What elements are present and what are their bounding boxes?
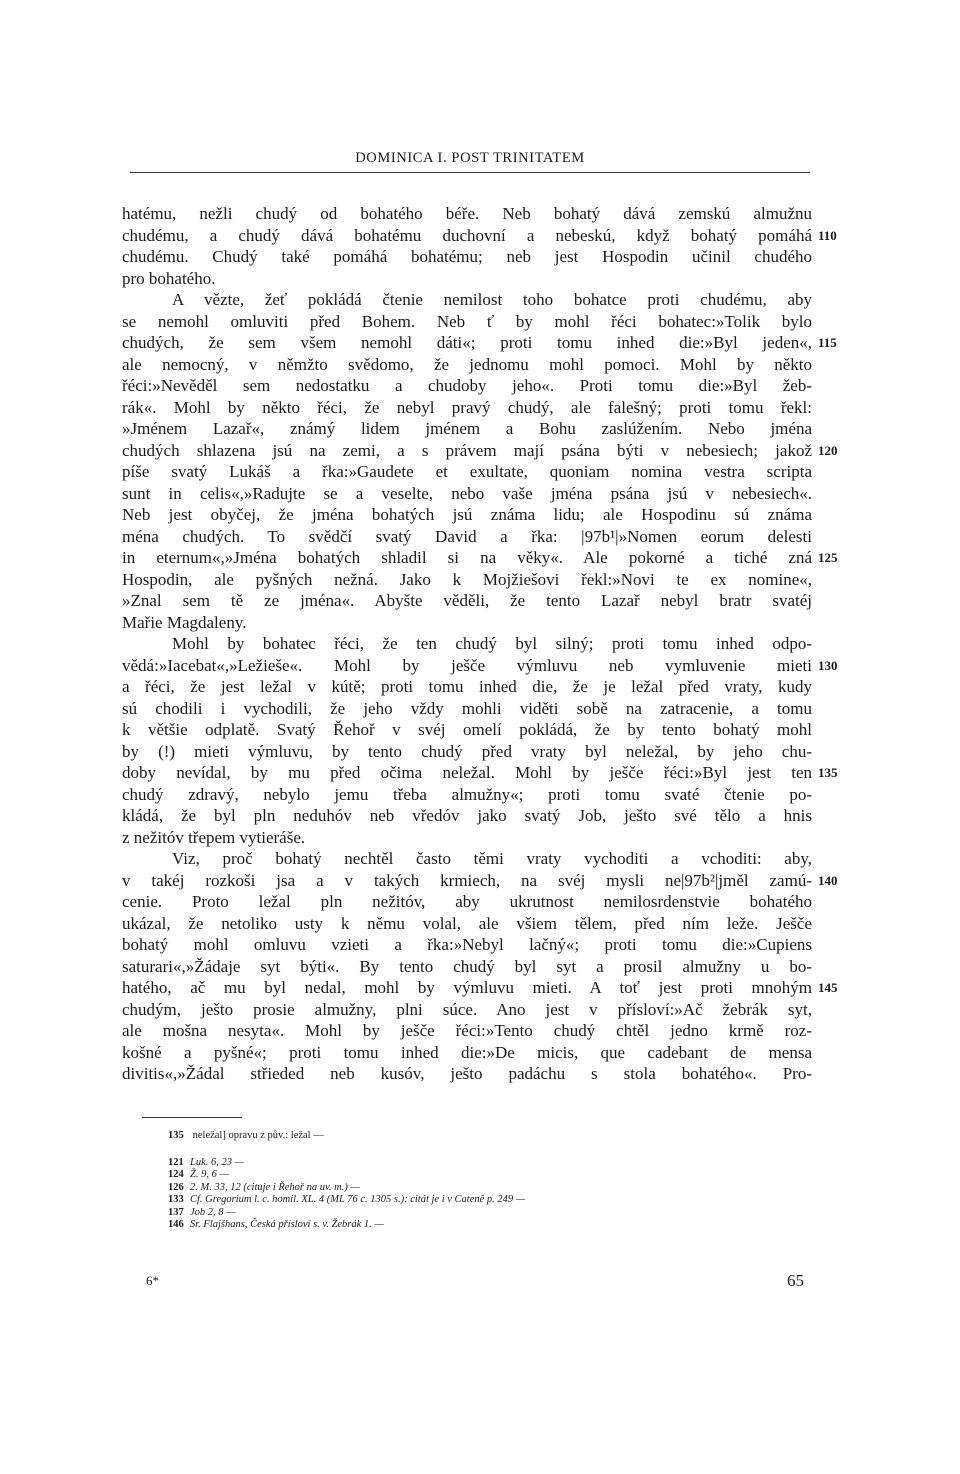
footnote-number: 137 xyxy=(168,1206,184,1218)
footnote-number: 135 xyxy=(168,1130,184,1141)
text-line: Mařie Magdaleny. xyxy=(122,612,247,632)
text-line: píše svatý Lukáš a řka:»Gaudete et exultate, quoniam nomina vestra scripta xyxy=(122,462,812,481)
text-line: se nemohl omluviti před Bohem. Neb ť by mohl řéci bohatec:»Tolik bylo xyxy=(122,311,812,331)
text-line: v takéj rozkoši jsa a v takých krmiech, na svéj mysli ne|97b²|jměl zamú- xyxy=(122,870,812,890)
text-line: hatého, ač mu byl nedal, mohl by výmluvu mieti. A toť jest proti mnohým xyxy=(122,978,812,997)
line-number: 135 xyxy=(818,765,838,780)
footnote-text: Luk. 6, 23 — xyxy=(190,1156,244,1168)
text-line: rák«. Mohl by někto řéci, že nebyl pravý chudý, ale falešný; proti tomu řekl: xyxy=(122,397,812,417)
text-line: chudému. Chudý také pomáhá bohatému; neb jest Hospodin učinil chudého xyxy=(122,247,812,266)
footnote-number: 121 xyxy=(168,1156,184,1168)
text-line: ale nemocný, v němžto svědomo, že jednomu mohl pomoci. Mohl by někto xyxy=(122,354,812,374)
line-number: 145 xyxy=(818,980,838,995)
text-line: sunt in celis«,»Radujte se a veselte, nebo vaše jména psána jsú v nebesiech«. xyxy=(122,483,812,503)
footnotes xyxy=(168,1130,808,1232)
line-number: 140 xyxy=(818,872,838,888)
footnote-number: 146 xyxy=(168,1219,184,1230)
text-line: Neb jest obyčej, že jména bohatých jsú známa lidu; ale Hospodinu sú známa xyxy=(122,505,812,524)
footnote-text: neležal] opravu z pův.: ležal — xyxy=(192,1130,324,1141)
footnote-text: Sr. Flajšhans, Česká přísloví s. v. Žebrák 1. — xyxy=(190,1219,384,1230)
text-line: bohatý mohl omluvu vzieti a řka:»Nebyl lačný«; proti tomu die:»Cupiens xyxy=(122,935,812,954)
footnote-text: Ž. 9, 6 — xyxy=(190,1169,229,1180)
text-line: pro bohatého. xyxy=(122,268,216,288)
text-line: »Znal sem tě ze jména«. Abyšte věděli, že tento Lazař nebyl bratr svatéj xyxy=(122,591,812,610)
line-number: 110 xyxy=(818,227,837,243)
text-line: doby nevídal, by mu před očima neležal. Mohl by ješče řéci:»Byl jest ten xyxy=(122,763,812,782)
text-line: A vězte, žeť pokládá čtenie nemilost toho bohatce proti chudému, aby xyxy=(172,290,812,309)
text-line: sú chodili i vychodili, že jeho vždy mohli viděti sobě na zatracenie, a tomu xyxy=(122,698,812,718)
text-line: divitis«,»Žádal střieded neb kusóv, ješto padáchu s stola bohatého«. Pro- xyxy=(122,1064,812,1083)
footnote xyxy=(168,1194,808,1207)
footnote xyxy=(168,1207,808,1220)
source-notes xyxy=(168,1157,808,1232)
text-line: Hospodin, ale pyšných nežná. Jako k Mojžiešovi řekl:»Novi te ex nomine«, xyxy=(122,569,812,589)
footnote-number: 133 xyxy=(168,1194,184,1205)
footnote-number: 126 xyxy=(168,1181,184,1193)
running-head: DOMINICA I. POST TRINITATEM xyxy=(355,150,585,166)
header-rule xyxy=(130,172,810,173)
text-line: chudý zdravý, nebylo jemu třeba almužny«; proti tomu svaté čtenie po- xyxy=(122,784,812,804)
text-line: Viz, proč bohatý nechtěl často těmi vraty vychoditi a vchoditi: aby, xyxy=(172,849,812,868)
text-line: Mohl by bohatec řéci, že ten chudý byl silný; proti tomu inhed odpo- xyxy=(172,634,812,653)
text-line: košné a pyšné«; proti tomu inhed die:»De micis, que cadebant de mensa xyxy=(122,1042,812,1062)
text-line: kládá, že byl pln neduhóv neb vředóv jako svatý Job, ješto své tělo a hnis xyxy=(122,806,812,825)
line-number: 125 xyxy=(818,550,838,565)
footnote-number: 124 xyxy=(168,1169,184,1180)
text-line: z nežitóv třepem vytieráše. xyxy=(122,827,306,847)
text-line: chudým, ješto prosie almužny, plni súce. Ano jest v přísloví:»Ač žebrák syt, xyxy=(122,999,812,1019)
footnote xyxy=(168,1157,808,1170)
footnote-text: 2. M. 33, 12 (cituje i Řehoř na uv. m.) — xyxy=(190,1181,360,1193)
critical-note xyxy=(168,1130,808,1143)
text-line: by (!) mieti výmluvu, by tento chudý před vraty byl neležal, by jeho chu- xyxy=(122,741,812,761)
text-line: chudých shlazena jsú na zemi, a s právem mají psána býti v nebesiech; jakož xyxy=(122,440,812,460)
text-line: hatému, nežli chudý od bohatého béře. Neb bohatý dává zemskú almužnu xyxy=(122,204,812,223)
footnote xyxy=(168,1182,808,1195)
line-number: 120 xyxy=(818,442,838,458)
footnote xyxy=(168,1219,808,1232)
line-number: 130 xyxy=(818,657,838,673)
body-text xyxy=(122,203,812,1085)
footnote-text: Cf. Gregorium l. c. homil. XL. 4 (ML 76 c. 1305 s.); citát je i v Catenĕ p. 249 — xyxy=(190,1194,526,1205)
footnote-rule xyxy=(142,1117,242,1118)
text-line: cenie. Proto ležal pln nežitóv, aby ukrutnost nemilosrdenstvie bohatého xyxy=(122,892,812,911)
text-line: saturari«,»Žádaje syt býti«. By tento chudý byl syt a prosil almužny u bo- xyxy=(122,956,812,976)
text-line: a řéci, že jest ležal v kútě; proti tomu inhed die, že je ležal před vraty, kudy xyxy=(122,677,812,696)
text-line: ukázal, že netoliko usty k němu volal, ale všiem tělem, před ním leže. Ješče xyxy=(122,913,812,933)
text-line: ale mošna nesyta«. Mohl by ješče řéci:»Tento chudý chtěl jedno krmě roz- xyxy=(122,1021,812,1040)
text-line: řéci:»Nevěděl sem nedostatku a chudoby jeho«. Proti tomu die:»Byl žeb- xyxy=(122,376,812,395)
text-line: ména chudých. To svědčí svatý David a řka: |97b¹|»Nomen eorum delesti xyxy=(122,526,812,546)
text-line: in eternum«,»Jména bohatých shladil si na věky«. Ale pokorné a tiché zná xyxy=(122,548,812,567)
text-line: chudému, a chudý dává bohatému duchovní a nebeskú, když bohatý pomáhá xyxy=(122,225,812,245)
line-number: 115 xyxy=(818,335,837,350)
footnote-text: Job 2, 8 — xyxy=(190,1206,236,1218)
page-number: 65 xyxy=(787,1271,804,1290)
footnote xyxy=(168,1169,808,1182)
text-line: »Jménem Lazař«, známý lidem jménem a Bohu zaslúžením. Nebo jména xyxy=(122,419,812,438)
text-line: chudých, že sem všem nemohl dáti«; proti tomu inhed die:»Byl jeden«, xyxy=(122,333,812,352)
text-line: vědá:»Iacebat«,»Ležieše«. Mohl by ješče výmluvu neb vymluvenie mieti xyxy=(122,655,812,675)
signature-mark: 6* xyxy=(146,1273,159,1288)
text-line: k většie odplatě. Svatý Řehoř v svéj omelí pokládá, že by tento bohatý mohl xyxy=(122,720,812,739)
